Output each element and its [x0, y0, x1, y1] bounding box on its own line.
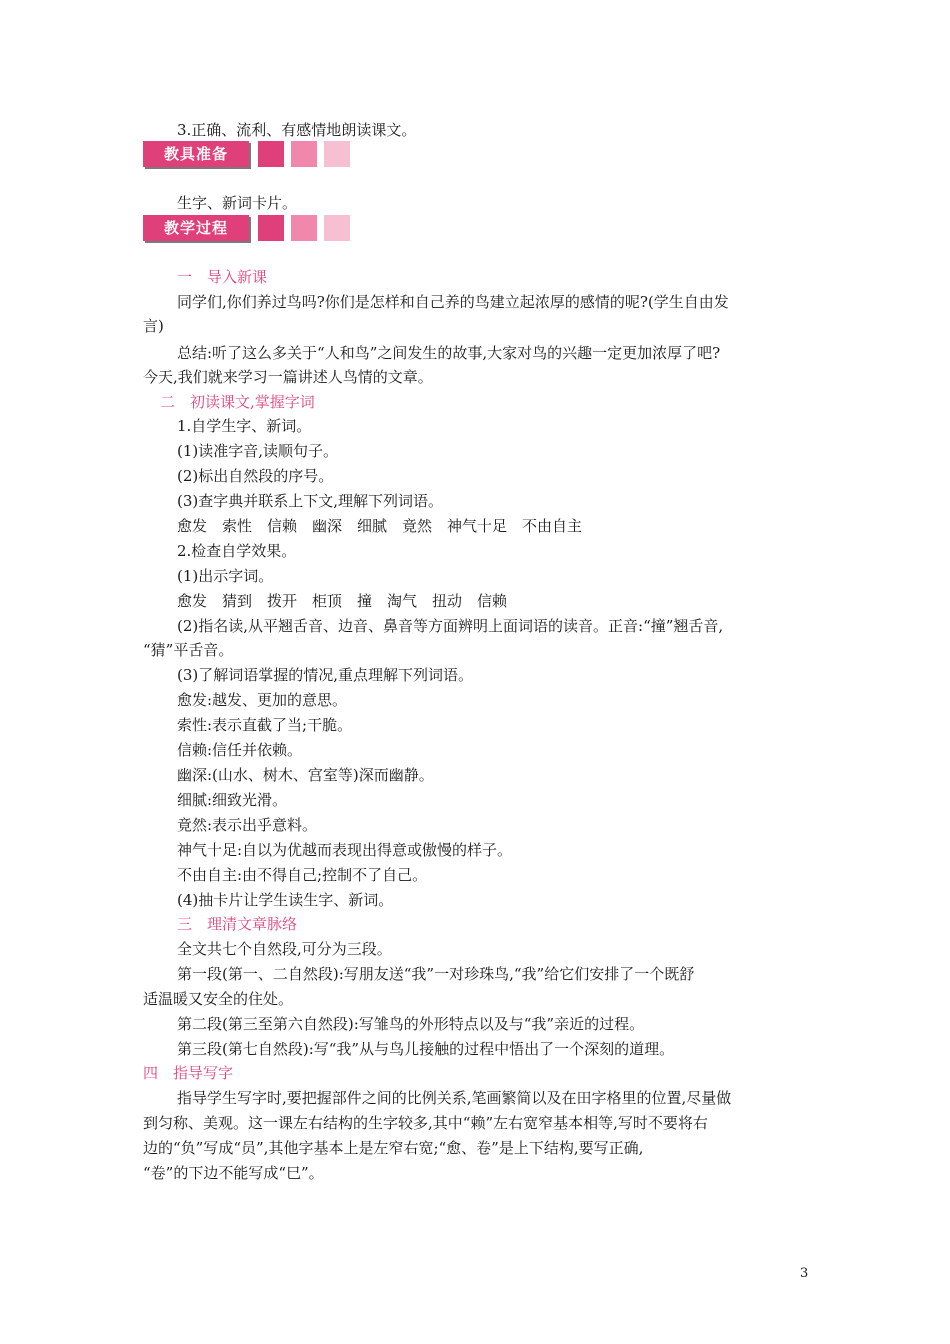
- paragraph-line: 第二段(第三至第六自然段):写雏鸟的外形特点以及与“我”亲近的过程。: [177, 1015, 645, 1033]
- paragraph-line: “卷”的下边不能写成“巳”。: [143, 1164, 324, 1182]
- paragraph-line: 第三段(第七自然段):写“我”从与鸟儿接触的过程中悟出了一个深刻的道理。: [177, 1040, 675, 1058]
- paragraph-line: (3)查字典并联系上下文,理解下列词语。: [177, 492, 444, 510]
- paragraph-line: (2)标出自然段的序号。: [177, 467, 334, 485]
- paragraph-line: (1)读准字音,读顺句子。: [177, 442, 339, 460]
- definition-line: 竟然:表示出乎意料。: [177, 816, 318, 834]
- banner-square-light: [324, 215, 350, 241]
- paragraph-line: 1.自学生字、新词。: [177, 417, 312, 435]
- banner-label: 教学过程: [143, 215, 249, 241]
- paragraph-line: (2)指名读,从平翘舌音、边音、鼻音等方面辨明上面词语的读音。正音:“撞”翘舌音,: [177, 617, 724, 635]
- banner-square-dark: [258, 141, 284, 167]
- teaching-tools-banner: [143, 141, 350, 167]
- paragraph-line: 指导学生写字时,要把握部件之间的比例关系,笔画繁简以及在田字格里的位置,尽量做: [177, 1089, 732, 1107]
- banner-label: 教具准备: [143, 141, 249, 167]
- definition-line: 细腻:细致光滑。: [177, 791, 288, 809]
- definition-line: 幽深:(山水、树木、宫室等)深而幽静。: [177, 766, 434, 784]
- paragraph-line: 言): [143, 317, 164, 335]
- paragraph-line: (4)抽卡片让学生读生字、新词。: [177, 891, 394, 909]
- paragraph-line: (3)了解词语掌握的情况,重点理解下列词语。: [177, 666, 474, 684]
- teaching-process-banner: [143, 215, 350, 241]
- definition-line: 愈发:越发、更加的意思。: [177, 691, 348, 709]
- paragraph-line: 第一段(第一、二自然段):写朋友送“我”一对珍珠鸟,“我”给它们安排了一个既舒: [177, 965, 695, 983]
- word-list: 愈发 猜到 拨开 柜顶 撞 淘气 扭动 信赖: [177, 592, 508, 610]
- section-heading-3: 三 理清文章脉络: [177, 915, 298, 933]
- section-heading-4: 四 指导写字: [143, 1064, 234, 1082]
- definition-line: 不由自主:由不得自己;控制不了自己。: [177, 866, 428, 884]
- banner-square-mid: [291, 141, 317, 167]
- paragraph-line: 2.检查自学效果。: [177, 542, 297, 560]
- word-list: 愈发 索性 信赖 幽深 细腻 竟然 神气十足 不由自主: [177, 517, 583, 535]
- paragraph-line: 到匀称、美观。这一课左右结构的生字较多,其中“赖”左右宽窄基本相等,写时不要将右: [143, 1114, 708, 1132]
- banner-square-light: [324, 141, 350, 167]
- paragraph-line: (1)出示字词。: [177, 567, 274, 585]
- banner-square-dark: [258, 215, 284, 241]
- paragraph-line: 总结:听了这么多关于“人和鸟”之间发生的故事,大家对鸟的兴趣一定更加浓厚了吧?: [177, 344, 721, 362]
- paragraph-line: 今天,我们就来学习一篇讲述人鸟情的文章。: [143, 368, 433, 386]
- section-heading-2: 二 初读课文,掌握字词: [160, 393, 315, 411]
- paragraph-line: “猜”平舌音。: [143, 641, 234, 659]
- page-number: 3: [800, 1266, 809, 1281]
- definition-line: 信赖:信任并依赖。: [177, 741, 303, 759]
- paragraph-line: 同学们,你们养过鸟吗?你们是怎样和自己养的鸟建立起浓厚的感情的呢?(学生自由发: [177, 293, 729, 311]
- definition-line: 索性:表示直截了当;干脆。: [177, 716, 353, 734]
- paragraph-line: 边的“负”写成“员”,其他字基本上是左窄右宽;“愈、卷”是上下结构,要写正确,: [143, 1139, 644, 1157]
- definition-line: 神气十足:自以为优越而表现出得意或傲慢的样子。: [177, 841, 513, 859]
- banner-square-mid: [291, 215, 317, 241]
- paragraph-line: 全文共七个自然段,可分为三段。: [177, 940, 392, 958]
- tools-line: 生字、新词卡片。: [177, 194, 298, 212]
- section-heading-1: 一 导入新课: [177, 268, 268, 286]
- intro-line: 3.正确、流利、有感情地朗读课文。: [177, 121, 417, 139]
- paragraph-line: 适温暖又安全的住处。: [143, 990, 294, 1008]
